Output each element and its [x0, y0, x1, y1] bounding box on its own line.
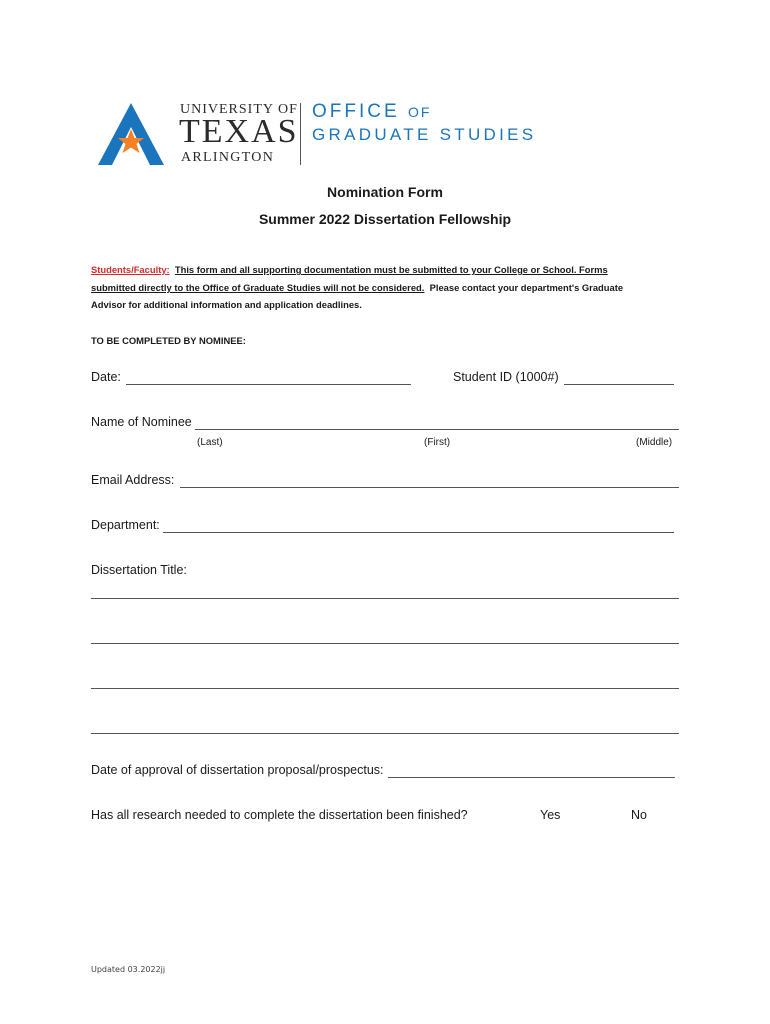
uta-star-logo-icon [98, 103, 164, 165]
student-id-label: Student ID (1000#) [453, 370, 559, 384]
section-heading: TO BE COMPLETED BY NOMINEE: [91, 335, 246, 346]
logo-of: OF [407, 104, 432, 120]
nominee-label: Name of Nominee [91, 415, 192, 429]
email-label: Email Address: [91, 473, 175, 487]
dissertation-title-label: Dissertation Title: [91, 563, 187, 577]
notice-part-2: submitted directly to the Office of Graduate Studies will not be considered. [91, 282, 425, 293]
department-input-line[interactable] [163, 532, 674, 533]
notice-part-1: This form and all supporting documentation must be submitted to your College or School. Forms [174, 264, 608, 275]
email-input-line[interactable] [180, 487, 679, 488]
student-id-input-line[interactable] [564, 384, 674, 385]
logo-office-of [312, 101, 431, 123]
form-subtitle: Summer 2022 Dissertation Fellowship [258, 211, 512, 227]
notice-part-3: Please contact your department's Graduate [429, 282, 624, 293]
logo-arlington: ARLINGTON [181, 150, 275, 165]
no-option[interactable]: No [631, 808, 647, 822]
footer-updated: Updated 03.2022jj [91, 965, 166, 974]
research-question: Has all research needed to complete the dissertation been finished? [91, 808, 468, 822]
dissertation-title-line-3[interactable] [91, 688, 679, 689]
date-label: Date: [91, 370, 121, 384]
approval-date-label: Date of approval of dissertation proposal/prospectus: [91, 763, 384, 777]
nominee-input-line[interactable] [195, 429, 679, 430]
notice-label: Students/Faculty: [91, 264, 170, 275]
dissertation-title-line-1[interactable] [91, 598, 679, 599]
form-title: Nomination Form [327, 184, 443, 200]
logo-university-of: UNIVERSITY OF [180, 102, 298, 117]
nominee-sub-first: (First) [424, 437, 451, 448]
date-input-line[interactable] [126, 384, 411, 385]
department-label: Department: [91, 518, 160, 532]
logo-divider [300, 103, 301, 165]
dissertation-title-line-4[interactable] [91, 733, 679, 734]
approval-date-input-line[interactable] [388, 777, 675, 778]
notice-line-2 [91, 282, 691, 293]
nominee-sub-last: (Last) [197, 437, 223, 448]
dissertation-title-line-2[interactable] [91, 643, 679, 644]
notice-part-4: Advisor for additional information and application deadlines. [91, 299, 362, 310]
logo-texas: TEXAS [179, 113, 299, 150]
logo-office: OFFICE [312, 101, 400, 122]
nominee-sub-middle: (Middle) [636, 437, 673, 448]
notice-line-1 [91, 264, 691, 275]
yes-option[interactable]: Yes [540, 808, 561, 822]
logo-graduate-studies: GRADUATE STUDIES [312, 125, 537, 144]
